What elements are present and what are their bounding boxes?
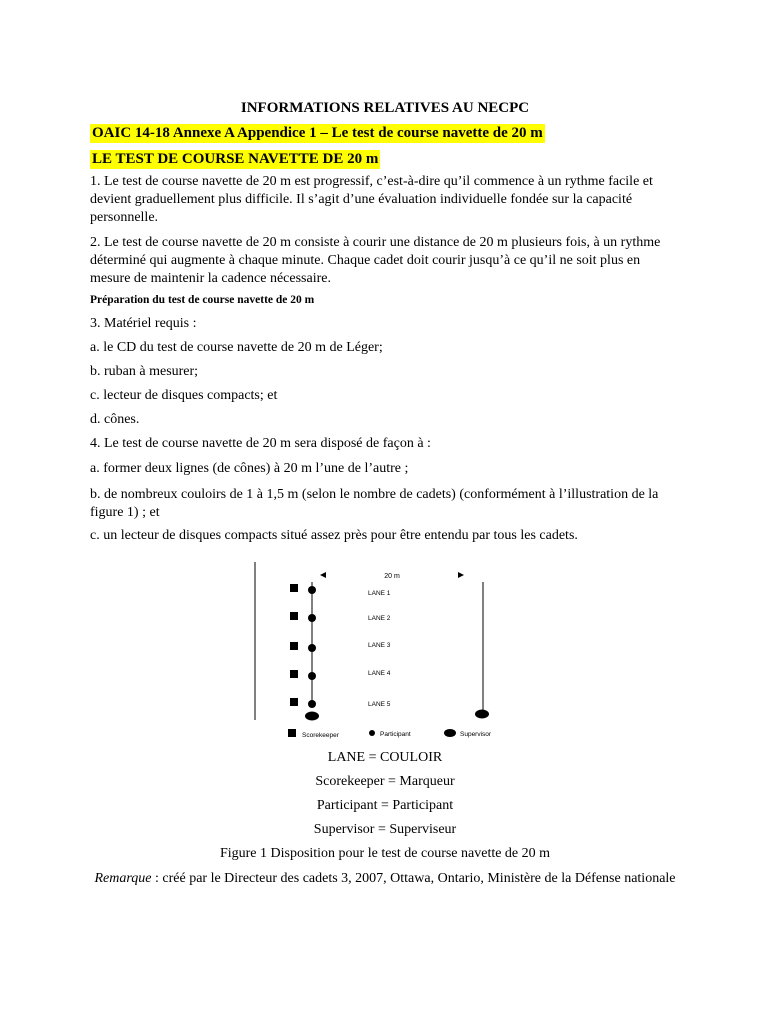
participant-marker <box>308 672 316 680</box>
legend-participant-icon <box>369 730 375 736</box>
remark <box>90 870 680 888</box>
scorekeeper-marker <box>290 612 298 620</box>
legend-participant-label: Participant <box>380 731 411 738</box>
glossary-lane: LANE = COULOIR <box>327 750 443 765</box>
remark-text: : créé par le Directeur des cadets 3, 2007, Ottawa, Ontario, Ministère de la Défense nationale <box>151 871 676 886</box>
figure-caption: Figure 1 Disposition pour le test de course navette de 20 m <box>219 846 551 861</box>
scorekeeper-marker <box>290 698 298 706</box>
layout-figure <box>250 560 510 745</box>
lane-label: LANE 2 <box>368 615 391 622</box>
legend-scorekeeper-label: Scorekeeper <box>302 732 339 739</box>
lane-label: LANE 3 <box>368 642 391 649</box>
arrow-left-icon <box>320 572 326 578</box>
participant-marker <box>308 586 316 594</box>
remark-label: Remarque <box>94 871 152 886</box>
item-4b: b. de nombreux couloirs de 1 à 1,5 m (selon le nombre de cadets) (conformément à l’illustration de la figure 1) ; et <box>90 487 659 520</box>
item-3: 3. Matériel requis : <box>90 316 197 331</box>
item-3c: c. lecteur de disques compacts; et <box>90 388 278 403</box>
lane-label: LANE 5 <box>368 701 391 708</box>
supervisor-marker <box>475 710 489 719</box>
item-4a: a. former deux lignes (de cônes) à 20 m l’une de l’autre ; <box>90 461 409 476</box>
lane-label: LANE 1 <box>368 590 391 597</box>
item-3a: a. le CD du test de course navette de 20 m de Léger; <box>90 340 383 355</box>
paragraph-2: 2. Le test de course navette de 20 m consiste à courir une distance de 20 m plusieurs fois, à un rythme déterminé qui augmente à chaque minute. Chaque cadet doit courir jusqu’à ce qu’il ne soit plus en mesure de maintenir la cadence nécessaire. <box>90 235 661 286</box>
scorekeeper-marker <box>290 584 298 592</box>
participant-marker <box>308 614 316 622</box>
scorekeeper-marker <box>290 642 298 650</box>
arrow-right-icon <box>458 572 464 578</box>
scorekeeper-marker <box>290 670 298 678</box>
glossary-participant: Participant = Participant <box>316 798 454 813</box>
test-heading: LE TEST DE COURSE NAVETTE DE 20 m <box>92 151 379 167</box>
glossary-supervisor: Supervisor = Superviseur <box>313 822 457 837</box>
item-4c: c. un lecteur de disques compacts situé assez près pour être entendu par tous les cadets. <box>90 528 578 543</box>
lane-label: LANE 4 <box>368 670 391 677</box>
paragraph-1: 1. Le test de course navette de 20 m est progressif, c’est-à-dire qu’il commence à un rythme facile et devient graduellement plus difficile. Il s’agit d’une évaluation individuelle fondée sur la capacité personnelle. <box>90 174 653 225</box>
legend-supervisor-label: Supervisor <box>460 731 492 738</box>
supervisor-marker <box>305 712 319 721</box>
legend-scorekeeper-icon <box>288 729 296 737</box>
distance-label: 20 m <box>384 573 400 580</box>
item-3b: b. ruban à mesurer; <box>90 364 199 379</box>
legend-supervisor-icon <box>444 729 456 737</box>
participant-marker <box>308 644 316 652</box>
preparation-heading: Préparation du test de course navette de 20 m <box>90 294 315 306</box>
item-3d: d. cônes. <box>90 412 140 427</box>
item-4: 4. Le test de course navette de 20 m sera disposé de façon à : <box>90 436 431 451</box>
document-title: INFORMATIONS RELATIVES AU NECPC <box>240 100 530 116</box>
oaic-heading: OAIC 14-18 Annexe A Appendice 1 – Le test de course navette de 20 m <box>92 125 543 141</box>
participant-marker <box>308 700 316 708</box>
glossary-scorekeeper: Scorekeeper = Marqueur <box>315 774 455 789</box>
